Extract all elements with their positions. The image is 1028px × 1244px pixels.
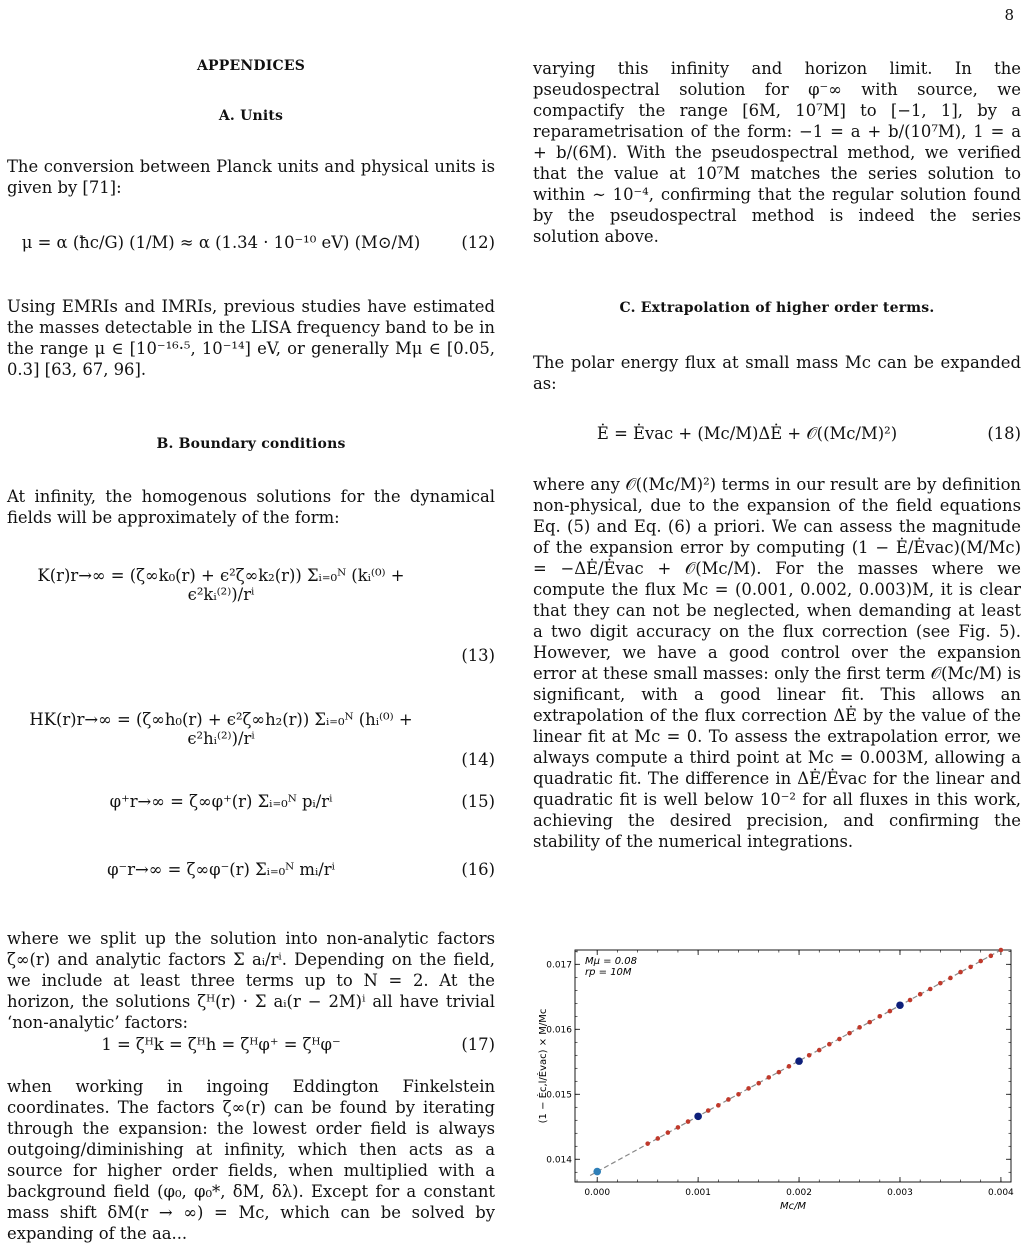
fit-points-point xyxy=(908,998,913,1003)
computed-points-point xyxy=(694,1113,702,1121)
heading-units: A. Units xyxy=(218,108,284,124)
fit-points-point xyxy=(807,1053,812,1058)
y-tick-label: 0.017 xyxy=(546,960,572,971)
fit-points-point xyxy=(746,1086,751,1091)
fit-points-point xyxy=(948,976,953,981)
ingoing-paragraph: when working in ingoing Eddington Finkelstein coordinates. The factors ζ∞(r) can be found by iterating through the expansion: the lowest order field is always outgoing/diminishing at infinity, which then acts as a source for higher order fields, when multiplied with a background field (φ₀, φ₀*, δM, δλ). Except for a constant mass shift δM(r → ∞) = Mc, which can be solved by expanding of the aa... xyxy=(7,1077,495,1243)
equation-14-expression: HK(r)r→∞ = (ζ∞h₀(r) + ϵ²ζ∞h₂(r)) Σᵢ₌₀ᴺ (hᵢ⁽⁰⁾ + ϵ²hᵢ⁽²⁾)/rⁱ xyxy=(29,710,413,748)
x-tick-label: 0.002 xyxy=(786,1188,812,1198)
pseudospectral-paragraph: varying this infinity and horizon limit. In the pseudospectral solution for φ⁻∞ with source, we compactify the range [6M, 10⁷M] to [−1, 1], by a reparametrisation of the form: −1 = a + b/(10⁷M), 1 = a + b/(6M). With the pseudospectral method, we verified that the value at 10⁷M matches the series solution to within ∼ 10⁻⁴, confirming that the regular solution found by the pseudospectral method is indeed the series solution above. xyxy=(533,59,1021,246)
equation-16-number: (16) xyxy=(461,860,495,879)
computed-points-point xyxy=(795,1057,803,1065)
fit-points-point xyxy=(847,1031,852,1036)
fit-points-point xyxy=(888,1009,893,1014)
equation-13-expression: K(r)r→∞ = (ζ∞k₀(r) + ϵ²ζ∞k₂(r)) Σᵢ₌₀ᴺ (kᵢ⁽⁰⁾ + ϵ²kᵢ⁽²⁾)/rⁱ xyxy=(37,566,405,604)
polar-flux-paragraph: The polar energy flux at small mass Mc can be expanded as: xyxy=(533,353,1021,393)
equation-13 xyxy=(7,566,495,665)
fit-points-point xyxy=(877,1014,882,1019)
equation-15 xyxy=(7,792,495,822)
page-number: 8 xyxy=(1004,6,1014,24)
equation-12 xyxy=(7,233,495,263)
x-tick-label: 0.000 xyxy=(584,1188,611,1198)
equation-14 xyxy=(7,710,495,769)
fit-points-point xyxy=(676,1125,681,1130)
equation-12-expression: μ = α (ħc/G) (1/M) ≈ α (1.34 · 10⁻¹⁰ eV) (M⊙/M) xyxy=(21,233,421,252)
fit-points-point xyxy=(766,1075,771,1080)
computed-points-point xyxy=(896,1001,904,1009)
heading-boundary: B. Boundary conditions xyxy=(156,436,346,452)
fit-points-point xyxy=(928,987,933,992)
fit-points-point xyxy=(726,1097,731,1102)
fit-points-point xyxy=(787,1064,792,1069)
equation-17-expression: 1 = ζᴴk = ζᴴh = ζᴴφ⁺ = ζᴴφ⁻ xyxy=(101,1035,341,1054)
equation-12-number: (12) xyxy=(461,233,495,252)
fit-points-point xyxy=(666,1130,671,1135)
y-axis-label: (1 − Ėc,l/Ėvac) × M/Mc xyxy=(538,1008,549,1124)
x-tick-label: 0.001 xyxy=(685,1188,712,1198)
fit-points-point xyxy=(756,1081,761,1086)
equation-16-expression: φ⁻r→∞ = ζ∞φ⁻(r) Σᵢ₌₀ᴺ mᵢ/rⁱ xyxy=(107,860,335,879)
fit-points-point xyxy=(827,1042,832,1047)
figure-5 xyxy=(533,940,1021,1220)
fit-points-point xyxy=(857,1025,862,1030)
fit-points-point xyxy=(817,1048,822,1053)
fit-points-point xyxy=(958,970,963,975)
fit-points-point xyxy=(706,1108,711,1113)
equation-18-expression: Ė = Ėvac + (Mc/M)ΔĖ + 𝒪((Mc/M)²) xyxy=(596,424,898,443)
equation-18 xyxy=(533,424,1021,454)
fit-points-point xyxy=(716,1103,721,1108)
fit-points-point xyxy=(918,992,923,997)
units-paragraph: The conversion between Planck units and physical units is given by [71]: xyxy=(7,157,495,197)
heading-extrapolation: C. Extrapolation of higher order terms. xyxy=(619,300,935,316)
fit-points-point xyxy=(989,954,994,959)
split-paragraph: where we split up the solution into non-analytic factors ζ∞(r) and analytic factors Σ aᵢ/rⁱ. Depending on the field, we include at least three terms up to N = 2. At the horizon, the solutions ζᴴ(r) · Σ aᵢ(r − 2M)ⁱ all have trivial ‘non-analytic’ factors: xyxy=(7,929,495,1032)
equation-17 xyxy=(7,1035,495,1065)
chart-annotation: Mμ = 0.08 xyxy=(585,956,637,967)
equation-18-number: (18) xyxy=(987,424,1021,443)
plot-frame xyxy=(575,950,1011,1182)
extrapolation-point-point xyxy=(593,1168,601,1176)
y-tick-label: 0.016 xyxy=(546,1025,572,1036)
fit-points-point xyxy=(867,1020,872,1025)
equation-17-number: (17) xyxy=(461,1035,495,1054)
y-tick-label: 0.015 xyxy=(546,1090,572,1101)
fit-points-point xyxy=(938,981,943,986)
fit-points-point xyxy=(978,959,983,964)
emri-paragraph: Using EMRIs and IMRIs, previous studies have estimated the masses detectable in the LISA frequency band to be in the range μ ∈ [10⁻¹⁶·⁵, 10⁻¹⁴] eV, or generally Mμ ∈ [0.05, 0.3] [63, 67, 96]. xyxy=(7,297,495,379)
heading-appendices: APPENDICES xyxy=(197,58,305,74)
x-tick-label: 0.004 xyxy=(988,1188,1014,1198)
fit-points-point xyxy=(999,948,1004,953)
fit-points-point xyxy=(655,1136,660,1141)
x-axis-label: Mc/M xyxy=(779,1201,807,1212)
fit-points-point xyxy=(837,1037,842,1042)
fit-points-point xyxy=(645,1141,650,1146)
equation-13-number: (13) xyxy=(461,646,495,665)
chart-annotation: rp = 10M xyxy=(585,967,632,978)
fit-points-point xyxy=(968,965,973,970)
equation-15-number: (15) xyxy=(461,792,495,811)
flux-correction-chart xyxy=(533,940,1021,1220)
fit-points-point xyxy=(686,1119,691,1124)
fit-points-point xyxy=(777,1070,782,1075)
y-tick-label: 0.014 xyxy=(546,1155,572,1166)
x-tick-label: 0.003 xyxy=(887,1188,913,1198)
equation-15-expression: φ⁺r→∞ = ζ∞φ⁺(r) Σᵢ₌₀ᴺ pᵢ/rⁱ xyxy=(109,792,333,811)
boundary-paragraph: At infinity, the homogenous solutions for the dynamical fields will be approximately of the form: xyxy=(7,487,495,527)
fit-points-point xyxy=(736,1092,741,1097)
equation-14-number: (14) xyxy=(461,750,495,769)
equation-16 xyxy=(7,860,495,890)
expansion-error-paragraph: where any 𝒪((Mc/M)²) terms in our result are by definition non-physical, due to the expansion of the field equations Eq. (5) and Eq. (6) a priori. We can assess the magnitude of the expansion error by computing (1 − Ė/Ėvac)(M/Mc) = −ΔĖ/Ėvac + 𝒪(Mc/M). For the masses where we compute the flux Mc = (0.001, 0.002, 0.003)M, it is clear that they can not be neglected, when demanding at least a two digit accuracy on the flux correction (see Fig. 5). However, we have a good control over the expansion error at these small masses: only the first term 𝒪(Mc/M) is significant, with a good linear fit. This allows an extrapolation of the flux correction ΔĖ by the value of the linear fit at Mc = 0. To assess the extrapolation error, we always compute a third point at Mc = 0.003M, allowing a quadratic fit. The difference in ΔĖ/Ėvac for the linear and quadratic fit is well below 10⁻² for all fluxes in this work, achieving the desired precision, and confirming the stability of the numerical integrations. xyxy=(533,475,1021,851)
